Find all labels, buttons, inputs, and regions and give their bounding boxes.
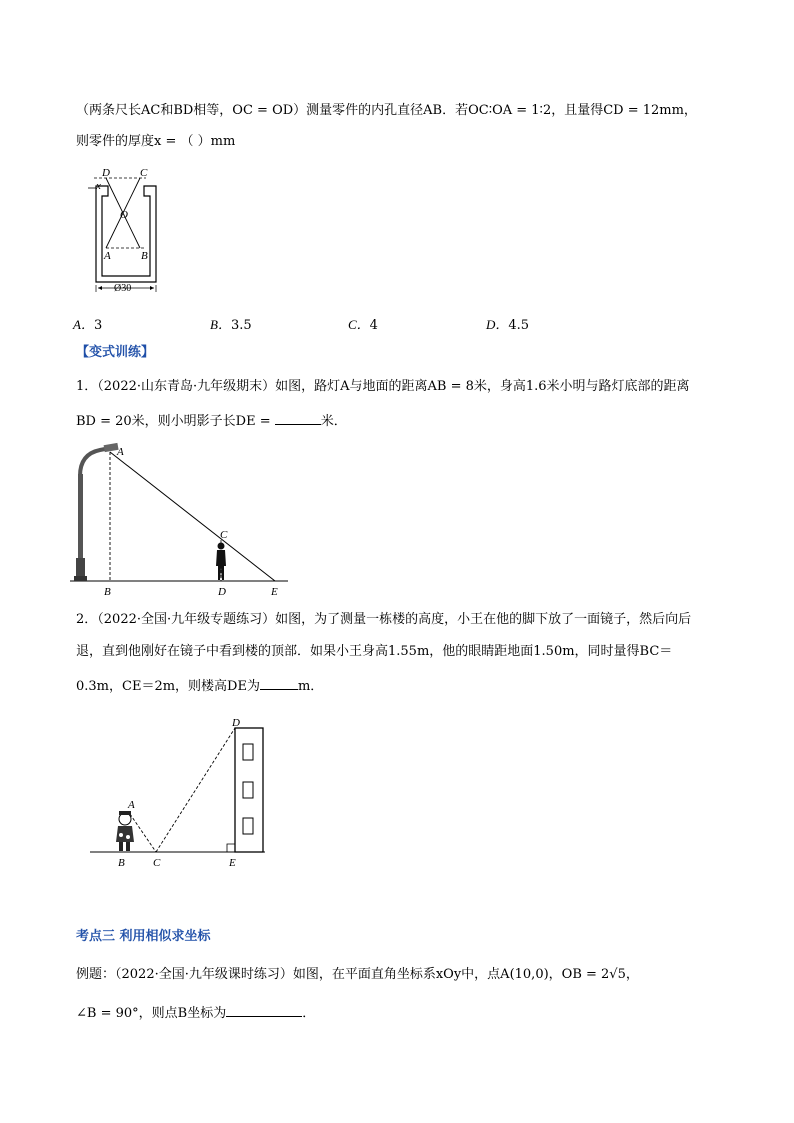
problem-intro-line2: 则零件的厚度x = （ ）mm [76,134,236,149]
figure3-building-mirror-diagram [90,718,270,868]
q2-line2: 退，直到他刚好在镜子中看到楼的顶部．如果小王身高1.55m，他的眼睛距地面1.50m，同时量得BC＝ [76,644,673,659]
fig3-label-d: D [232,717,240,729]
fig2-label-b: B [104,586,111,598]
section-variant-header: 【变式训练】 [76,345,155,360]
option-d[interactable]: D．4.5 [486,317,530,333]
fig2-label-a: A [117,446,124,458]
fig1-label-c: C [140,167,148,179]
q2-line3: 0.3m，CE＝2m，则楼高DE为 m． [76,675,323,696]
example-line2: ∠B = 90°，则点B坐标为 ． [76,1002,315,1023]
fig1-label-b: B [141,250,148,262]
fig3-label-c: C [153,857,161,869]
q1-answer-blank[interactable] [275,410,321,425]
fig1-label-o: O [120,209,128,221]
fig1-label-dia: Ø30 [114,283,132,294]
fig2-label-d: D [218,586,226,598]
q1-line2: BD = 20米，则小明影子长DE = 米． [76,410,347,431]
option-c[interactable]: C．4 [348,317,378,333]
figure1-caliper-diagram [84,164,174,294]
example-line1: 例题：（2022·全国·九年级课时练习）如图，在平面直角坐标系xOy中，点A(10,0)，OB = 2√5， [76,967,639,982]
fig1-label-x: x [96,180,101,192]
q2-answer-blank[interactable] [260,675,298,690]
problem-intro-line1: （两条尺长AC和BD相等，OC = OD）测量零件的内孔直径AB．若OC∶OA = 1∶2，且量得CD = 12mm， [76,103,697,118]
fig2-label-c: C [220,529,228,541]
fig3-label-b: B [118,857,125,869]
fig3-label-a: A [128,799,135,811]
section3-title: 考点三 利用相似求坐标 [76,929,211,944]
fig1-label-d: D [102,167,110,179]
example-answer-blank[interactable] [226,1002,302,1017]
fig2-label-e: E [271,586,278,598]
option-b[interactable]: B．3.5 [210,317,252,333]
fig1-label-a: A [104,250,111,262]
q1-line1: 1．（2022·山东青岛·九年级期末）如图，路灯A与地面的距离AB = 8米，身高1.6米小明与路灯底部的距离 [76,379,690,394]
fig3-label-e: E [229,857,236,869]
q2-line1: 2．（2022·全国·九年级专题练习）如图，为了测量一栋楼的高度，小王在他的脚下放了一面镜子，然后向后 [76,612,692,627]
figure2-street-lamp-diagram [70,438,295,598]
option-a[interactable]: A．3 [73,317,103,333]
